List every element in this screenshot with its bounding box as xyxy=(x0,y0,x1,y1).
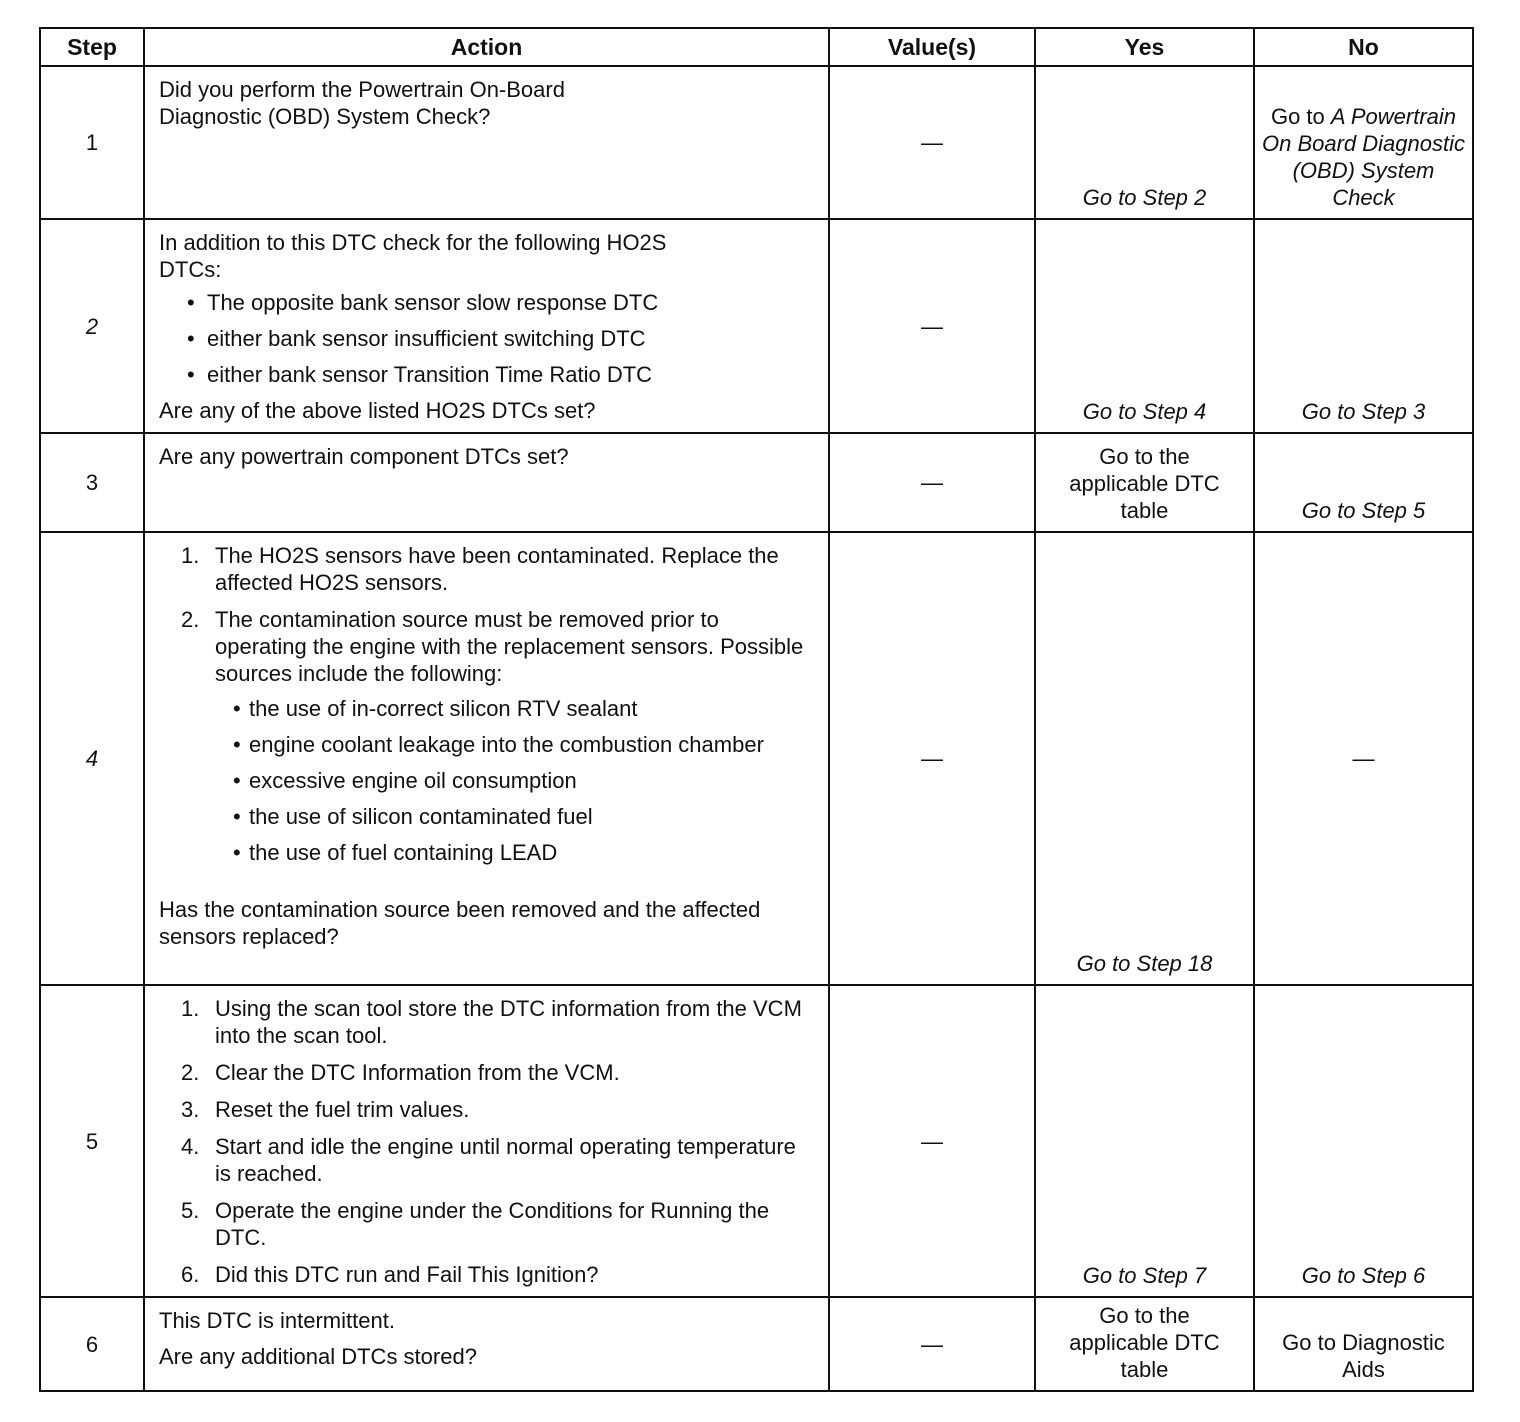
value-cell: — xyxy=(829,1297,1035,1391)
action-text xyxy=(144,66,829,219)
list-item: • excessive engine oil consumption xyxy=(223,767,816,794)
yes-text: Go to the applicable DTC table xyxy=(1035,433,1254,532)
list-item: 1. The HO2S sensors have been contaminated. Replace the affected HO2S sensors. xyxy=(181,543,779,595)
no-link[interactable]: Go to Step 5 xyxy=(1254,433,1473,532)
no-text: Go to xyxy=(1270,104,1331,129)
no-link[interactable]: Go to Step 6 xyxy=(1254,985,1473,1297)
action-text xyxy=(144,985,829,1297)
step-number: 3 xyxy=(40,433,144,532)
list-item: 3. Reset the fuel trim values. xyxy=(181,1097,470,1122)
action-text xyxy=(144,1297,829,1391)
action-bullets xyxy=(159,289,816,388)
step-number: 6 xyxy=(40,1297,144,1391)
table-row-step-6 xyxy=(40,1297,1473,1391)
step-number: 1 xyxy=(40,66,144,219)
yes-link[interactable]: Go to Step 18 xyxy=(1035,532,1254,985)
action-text: Are any powertrain component DTCs set? xyxy=(144,433,829,532)
sub-bullets xyxy=(215,695,816,866)
list-item: 2. Clear the DTC Information from the VCM. xyxy=(181,1060,620,1085)
value-cell: — xyxy=(829,219,1035,433)
list-item: 2. The contamination source must be removed prior to operating the engine with the replacement sensors. Possible sources include the following: • the use of in-correct silicon RTV sealant • engine coolant leakage into the combustion chamber • excessive engine oil consumption • the use of silicon contaminated fuel • the use of fuel containing LEAD xyxy=(181,606,816,866)
value-cell: — xyxy=(829,985,1035,1297)
list-item: • the use of silicon contaminated fuel xyxy=(223,803,816,830)
table-row-step-1 xyxy=(40,66,1473,219)
header-row xyxy=(40,28,1473,66)
action-question: Did you perform the Powertrain On-Board Diagnostic (OBD) System Check? xyxy=(159,77,565,129)
no-cell: — xyxy=(1254,532,1473,985)
action-text xyxy=(144,532,829,985)
list-item: • the use of fuel containing LEAD xyxy=(223,839,816,866)
header-action: Action xyxy=(144,28,829,66)
list-item: • The opposite bank sensor slow response DTC xyxy=(185,289,816,316)
action-steps xyxy=(159,542,816,866)
header-no: No xyxy=(1254,28,1473,66)
table-row-step-3 xyxy=(40,433,1473,532)
step-number: 4 xyxy=(40,532,144,985)
yes-text: Go to the applicable DTC table xyxy=(1035,1297,1254,1391)
list-item: • either bank sensor Transition Time Ratio DTC xyxy=(185,361,816,388)
list-item: 6. Did this DTC run and Fail This Ignition? xyxy=(181,1262,599,1287)
value-cell: — xyxy=(829,66,1035,219)
table-row-step-5 xyxy=(40,985,1473,1297)
value-cell: — xyxy=(829,433,1035,532)
step-number: 5 xyxy=(40,985,144,1297)
list-item: • the use of in-correct silicon RTV sealant xyxy=(223,695,816,722)
action-question: Are any additional DTCs stored? xyxy=(159,1344,477,1369)
table-row-step-2 xyxy=(40,219,1473,433)
list-item: 4. Start and idle the engine until normal operating temperature is reached. xyxy=(181,1134,796,1186)
yes-link[interactable]: Go to Step 4 xyxy=(1035,219,1254,433)
action-note: This DTC is intermittent. xyxy=(159,1308,395,1333)
no-link[interactable]: A Powertrain On Board Diagnostic (OBD) System Check xyxy=(1262,104,1465,210)
header-values: Value(s) xyxy=(829,28,1035,66)
action-steps xyxy=(159,995,816,1288)
diagnostic-table xyxy=(39,27,1474,1392)
no-link[interactable]: Go to Diagnostic Aids xyxy=(1254,1297,1473,1391)
list-item: 1. Using the scan tool store the DTC information from the VCM into the scan tool. xyxy=(181,996,802,1048)
action-question: Has the contamination source been removed and the affected sensors replaced? xyxy=(159,897,761,949)
value-cell: — xyxy=(829,532,1035,985)
list-item: 5. Operate the engine under the Conditions for Running the DTC. xyxy=(181,1198,770,1250)
yes-link[interactable]: Go to Step 7 xyxy=(1035,985,1254,1297)
table-row-step-4 xyxy=(40,532,1473,985)
list-item: • engine coolant leakage into the combustion chamber xyxy=(223,731,816,758)
step-number: 2 xyxy=(40,219,144,433)
list-item: • either bank sensor insufficient switching DTC xyxy=(185,325,816,352)
header-step: Step xyxy=(40,28,144,66)
yes-link[interactable]: Go to Step 2 xyxy=(1035,66,1254,219)
action-text xyxy=(144,219,829,433)
action-intro: In addition to this DTC check for the following HO2S DTCs: xyxy=(159,230,667,282)
action-question: Are any of the above listed HO2S DTCs set? xyxy=(159,398,596,423)
no-link[interactable]: Go to Step 3 xyxy=(1254,219,1473,433)
no-cell xyxy=(1254,66,1473,219)
header-yes: Yes xyxy=(1035,28,1254,66)
